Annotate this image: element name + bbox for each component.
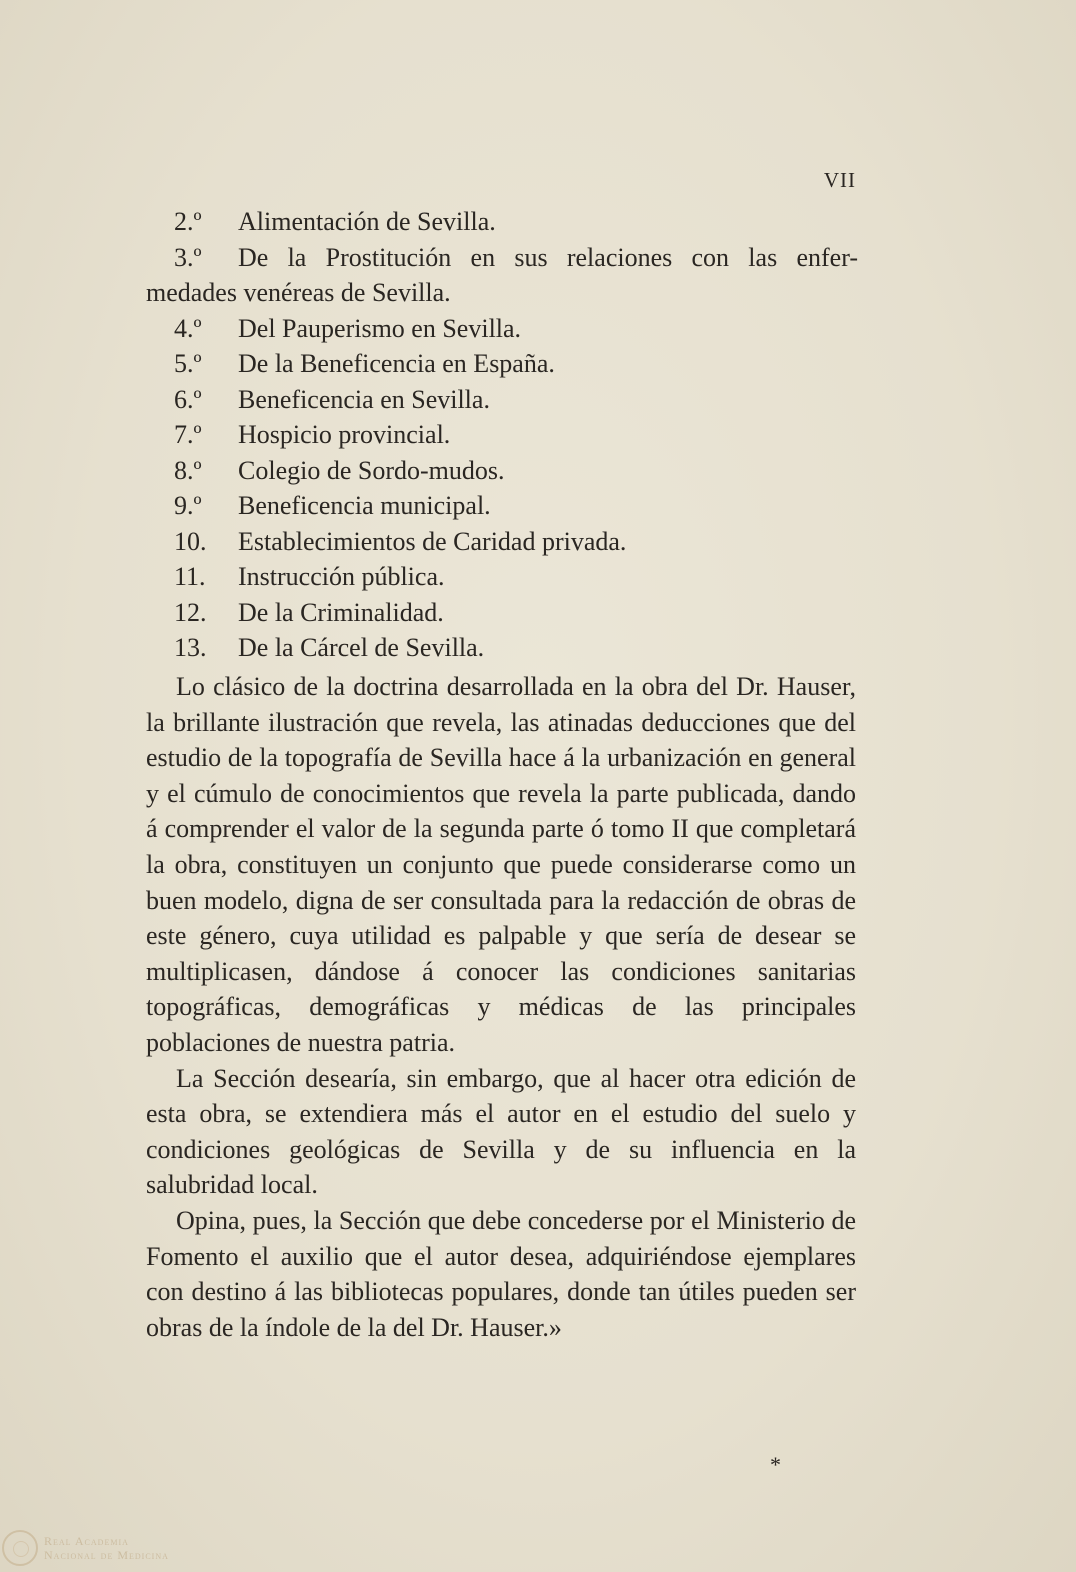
- list-number: 13.: [174, 633, 207, 662]
- list-number: 4.º: [174, 313, 202, 343]
- institution-watermark: [2, 1530, 169, 1566]
- list-text: De la Beneficencia en España.: [238, 349, 555, 378]
- list-text-continuation: medades venéreas de Sevilla.: [146, 278, 451, 307]
- list-item: [0, 346, 1076, 382]
- list-text: Alimentación de Sevilla.: [238, 207, 496, 236]
- list-item: [0, 417, 1076, 453]
- watermark-line-2: Nacional de Medicina: [44, 1548, 169, 1562]
- section-asterisk: *: [770, 1452, 781, 1477]
- list-number: 6.º: [174, 384, 202, 414]
- list-text: De la Criminalidad.: [238, 597, 444, 627]
- watermark-line-1: Real Academia: [44, 1534, 129, 1548]
- topic-list: [0, 204, 1076, 666]
- list-number: 9.º: [174, 491, 202, 520]
- list-number: 3.º: [174, 242, 202, 272]
- list-number: 2.º: [174, 207, 202, 236]
- list-text: Del Pauperismo en Sevilla.: [238, 313, 522, 343]
- paragraph: Opina, pues, la Sección que debe concederse por el Ministerio de Fomento el auxilio que el autor desea, adquiriéndose ejemplares con destino á las bibliotecas populares, donde tan útiles pueden ser obras de la índole de la del Dr. Hauser.»: [146, 1205, 856, 1342]
- list-number: 7.º: [174, 420, 202, 449]
- list-number: 8.º: [174, 455, 202, 485]
- paragraph: Lo clásico de la doctrina desarrollada en la obra del Dr. Hauser, la brillante ilustración que revela, las atinadas deducciones que del estudio de la topografía de Sevilla hace á la urbanización en general y el cúmulo de conocimientos que revela la parte publicada, dando á comprender el valor de la segunda parte ó tomo II que completará la obra, constituyen un conjunto que puede considerarse como un buen modelo, digna de ser consultada para la redacción de obras de este género, cuya utilidad es palpable y que sería de desear se multiplicasen, dándose á conocer las condiciones sanitarias topográficas, demográficas y médicas de las principales poblaciones de nuestra patria.: [146, 672, 856, 1057]
- list-item: [0, 559, 1076, 595]
- list-number: 11.: [174, 562, 206, 591]
- list-item: [0, 488, 1076, 524]
- list-text: Colegio de Sordo-mudos.: [238, 455, 505, 485]
- list-item: [0, 595, 1076, 631]
- seal-icon: [2, 1530, 38, 1566]
- list-text: Hospicio provincial.: [238, 420, 451, 449]
- list-text: Beneficencia municipal.: [238, 491, 491, 520]
- list-number: 10.: [174, 526, 207, 556]
- list-text: Beneficencia en Sevilla.: [238, 384, 490, 414]
- list-text: De la Prostitución en sus relaciones con las enfer-: [238, 242, 858, 272]
- list-number: 5.º: [174, 349, 202, 378]
- list-item: [0, 453, 1076, 489]
- list-item: [0, 630, 1076, 666]
- list-item: [0, 524, 1076, 560]
- list-item: [0, 204, 1076, 240]
- body-text: [146, 669, 856, 1345]
- list-item: [0, 311, 1076, 347]
- list-item: [0, 382, 1076, 418]
- list-text: Instrucción pública.: [238, 562, 445, 591]
- paragraph: La Sección desearía, sin embargo, que al hacer otra edición de esta obra, se extendiera más el autor en el estudio del suelo y condiciones geológicas de Sevilla y de su influencia en la salubridad local.: [146, 1063, 856, 1200]
- list-number: 12.: [174, 597, 207, 627]
- list-item: [0, 240, 1076, 311]
- page-number: VII: [823, 168, 856, 192]
- list-text: De la Cárcel de Sevilla.: [238, 633, 485, 662]
- list-text: Establecimientos de Caridad privada.: [238, 526, 627, 556]
